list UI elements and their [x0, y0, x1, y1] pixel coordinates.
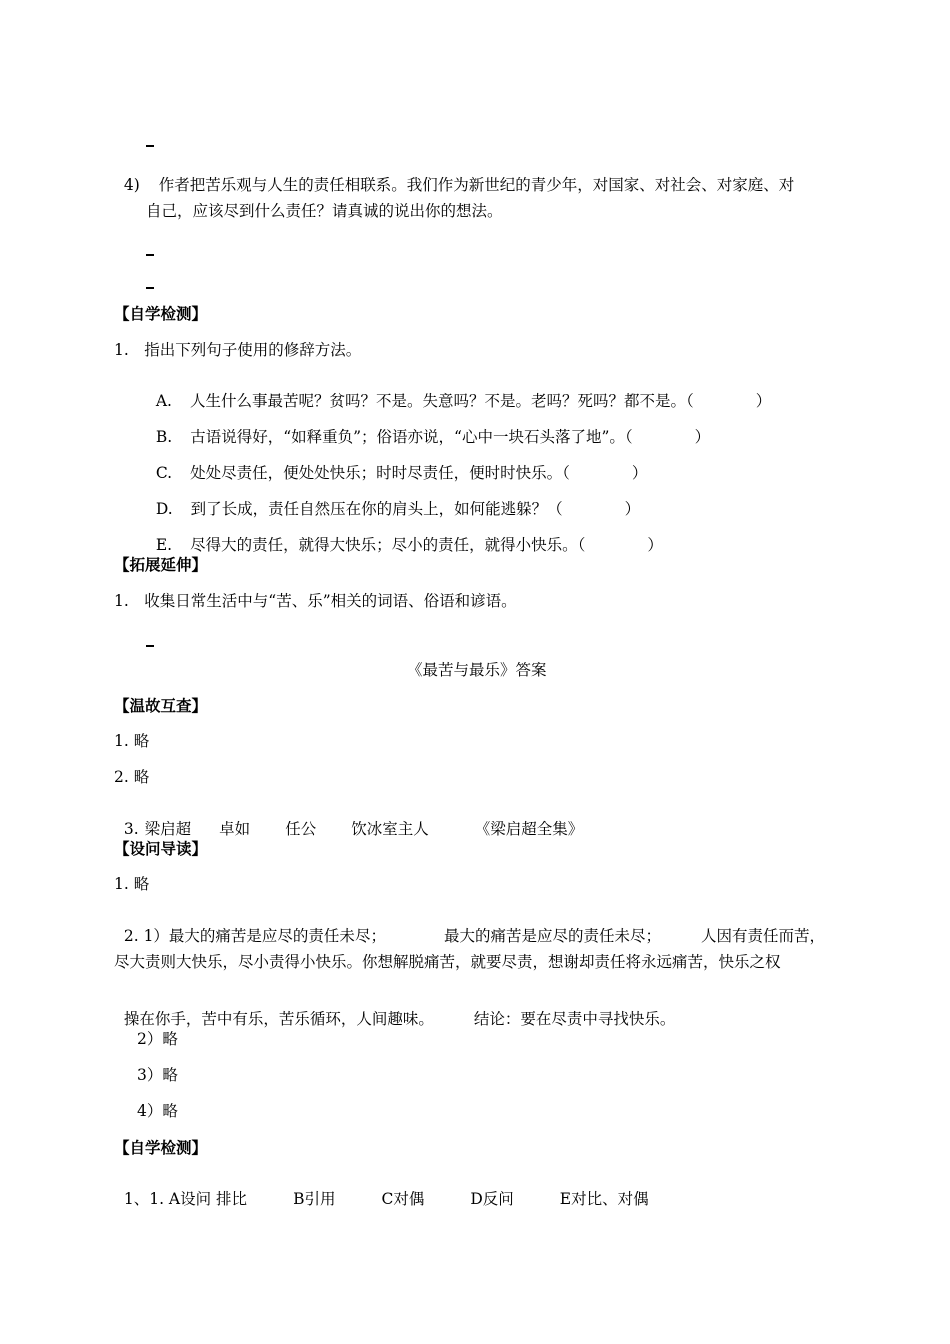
section-heading-extension: 【拓展延伸】	[114, 555, 208, 574]
review-answer-2: 2. 略	[114, 768, 150, 786]
option-b	[146, 414, 710, 445]
answer-part: 1、1. A设问 排比	[123, 1189, 248, 1208]
guide-answer-sub-2: 2）略	[137, 1030, 178, 1048]
section-heading-self-test: 【自学检测】	[114, 304, 208, 323]
answer-blank-line	[146, 254, 154, 256]
answer-blank-line	[146, 645, 154, 647]
option-c	[146, 450, 647, 481]
answer-part: 结论：要在尽责中寻找快乐。	[473, 1009, 676, 1028]
option-d	[146, 486, 640, 517]
option-label: E.	[155, 535, 173, 554]
question-4-continued: 自己，应该尽到什么责任？请真诚的说出你的想法。	[146, 202, 503, 220]
option-label: B.	[155, 427, 173, 446]
answer-part: 梁启超	[144, 819, 192, 838]
option-label: D.	[155, 499, 173, 518]
answer-part: 操在你手，苦中有乐，苦乐循环，人间趣味。	[123, 1009, 434, 1028]
answer-part: C对偶	[381, 1189, 425, 1208]
guide-answer-2-line-1	[114, 913, 825, 944]
answer-part: 任公	[285, 819, 317, 838]
section-heading-guide: 【设问导读】	[114, 839, 208, 858]
option-text: 处处尽责任，便处处快乐；时时尽责任，便时时快乐。（ ）	[190, 463, 648, 482]
answers-title: 《最苦与最乐》答案	[407, 661, 547, 679]
self-test-answers-line	[114, 1176, 649, 1207]
guide-answer-sub-3: 3）略	[137, 1066, 178, 1084]
answer-blank-line	[146, 287, 154, 289]
section-heading-review: 【温故互查】	[114, 696, 208, 715]
guide-answer-1: 1. 略	[114, 875, 150, 893]
review-answer-3	[114, 806, 583, 837]
guide-answer-sub-4: 4）略	[137, 1102, 178, 1120]
answer-part: 卓如	[219, 819, 251, 838]
answer-part: 《梁启超全集》	[474, 819, 584, 838]
question-text: 作者把苦乐观与人生的责任相联系。我们作为新世纪的青少年，对国家、对社会、对家庭、对	[158, 175, 795, 194]
answer-number: 3.	[123, 819, 139, 838]
guide-answer-2-line-2: 尽大责则大快乐，尽小责得小快乐。你想解脱痛苦，就要尽责，想谢却责任将永远痛苦，快乐之权	[114, 953, 781, 971]
answer-part: 最大的痛苦是应尽的责任未尽；	[443, 926, 661, 945]
option-a	[146, 378, 771, 409]
answer-part: E对比、对偶	[559, 1189, 649, 1208]
answer-part: 2. 1）最大的痛苦是应尽的责任未尽；	[123, 926, 386, 945]
option-text: 人生什么事最苦呢？贫吗？不是。失意吗？不是。老吗？死吗？都不是。（ ）	[189, 391, 772, 410]
option-text: 尽得大的责任，就得大快乐；尽小的责任，就得小快乐。（ ）	[190, 535, 663, 554]
section-heading-self-test-answers: 【自学检测】	[114, 1138, 208, 1157]
answer-blank-line	[146, 145, 154, 147]
review-answer-1: 1. 略	[114, 732, 150, 750]
option-label: C.	[155, 463, 173, 482]
option-text: 古语说得好，“如释重负”；俗语亦说，“心中一块石头落了地”。（ ）	[190, 427, 711, 446]
self-test-question-1: 1. 指出下列句子使用的修辞方法。	[114, 341, 362, 359]
question-number: 4)	[123, 175, 140, 194]
extension-question-1: 1. 收集日常生活中与“苦、乐”相关的词语、俗语和谚语。	[114, 592, 517, 610]
option-text: 到了长成，责任自然压在你的肩头上，如何能逃躲？（ ）	[190, 499, 641, 518]
option-e	[146, 522, 663, 553]
option-label: A.	[155, 391, 172, 410]
answer-part: B引用	[293, 1189, 336, 1208]
answer-part: 人因有责任而苦，	[700, 926, 825, 945]
guide-answer-2-line-3	[114, 996, 675, 1027]
question-4	[114, 162, 794, 193]
answer-part: 饮冰室主人	[351, 819, 429, 838]
answer-part: D反问	[470, 1189, 514, 1208]
